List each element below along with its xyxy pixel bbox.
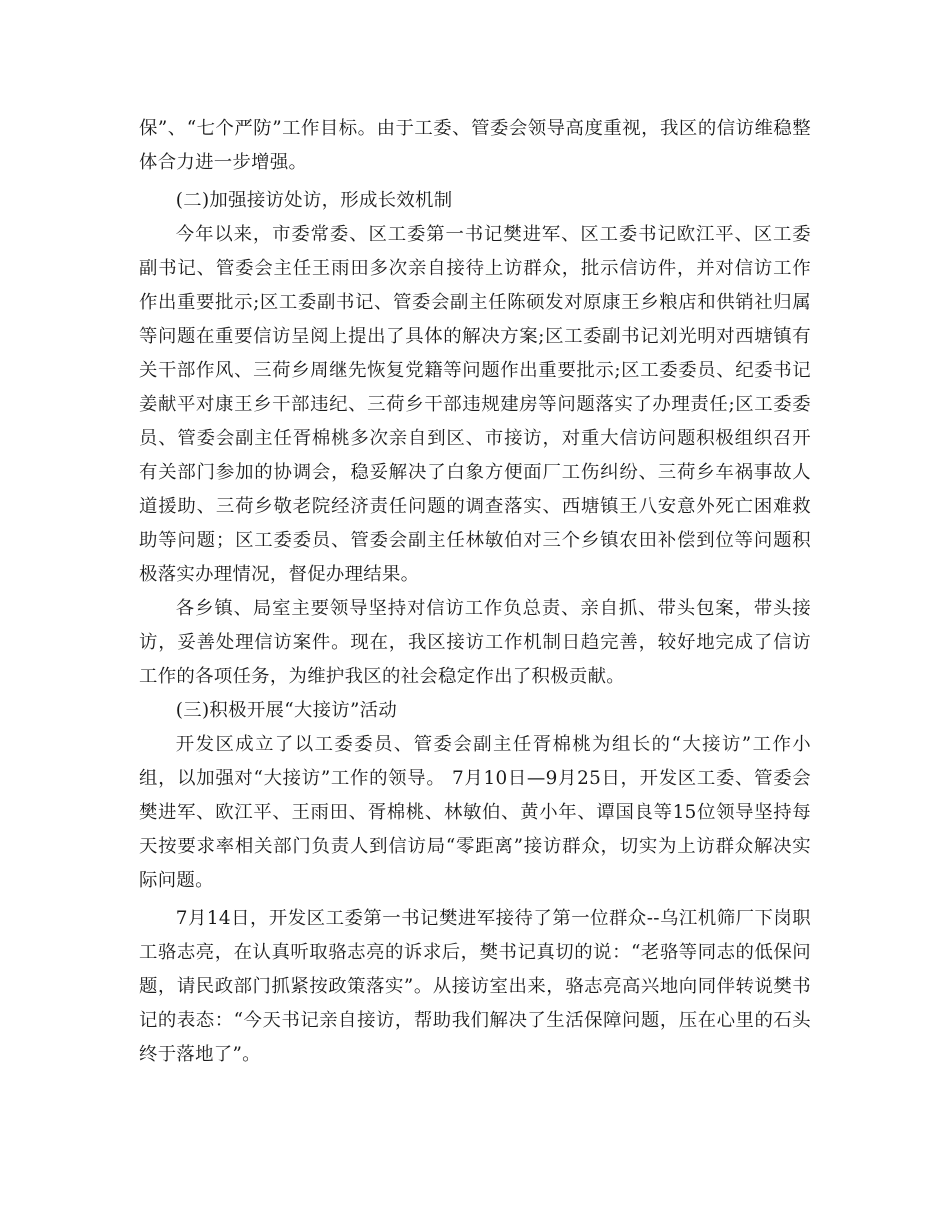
document-body xyxy=(139,112,811,1072)
paragraph-continuation: 保”、“七个严防”工作目标。由于工委、管委会领导高度重视，我区的信访维稳整体合力进一步增强。 xyxy=(139,118,811,173)
paragraph-body: 7月14日，开发区工委第一书记樊进军接待了第一位群众--乌江机筛厂下岗职工骆志亮，在认真听取骆志亮的诉求后，樊书记真切的说：“老骆等同志的低保问题，请民政部门抓紧按政策落实”。从接访室出来，骆志亮高兴地向同伴转说樊书记的表态：“今天书记亲自接访，帮助我们解决了生活保障问题，压在心里的石头终于落地了”。 xyxy=(139,908,811,1065)
paragraph-body: 开发区成立了以工委委员、管委会副主任胥棉桃为组长的“大接访”工作小组，以加强对“大接访”工作的领导。 7月10日—9月25日，开发区工委、管委会樊进军、欧江平、王雨田、胥棉桃、林敏伯、黄小年、谭国良等15位领导坚持每天按要求率相关部门负责人到信访局“零距离”接访群众，切实为上访群众解决实际问题。 xyxy=(139,734,811,891)
section-heading-2: (二)加强接访处访，形成长效机制 xyxy=(175,190,453,211)
paragraph-body: 今年以来，市委常委、区工委第一书记樊进军、区工委书记欧江平、区工委副书记、管委会主任王雨田多次亲自接待上访群众，批示信访件，并对信访工作作出重要批示;区工委副书记、管委会副主任陈硕发对原康王乡粮店和供销社归属等问题在重要信访呈阅上提出了具体的解决方案;区工委副书记刘光明对西塘镇有关干部作风、三荷乡周继先恢复党籍等问题作出重要批示;区工委委员、纪委书记姜献平对康王乡干部违纪、三荷乡干部违规建房等问题落实了办理责任;区工委委员、管委会副主任胥棉桃多次亲自到区、市接访，对重大信访问题积极组织召开有关部门参加的协调会，稳妥解决了白象方便面厂工伤纠纷、三荷乡车祸事故人道援助、三荷乡敬老院经济责任问题的调查落实、西塘镇王八安意外死亡困难救助等问题；区工委委员、管委会副主任林敏伯对三个乡镇农田补偿到位等问题积极落实办理情况，督促办理结果。 xyxy=(139,224,811,585)
section-heading-3: (三)积极开展“大接访”活动 xyxy=(175,700,398,721)
paragraph-body: 各乡镇、局室主要领导坚持对信访工作负总责、亲自抓、带头包案，带头接访，妥善处理信访案件。现在，我区接访工作机制日趋完善，较好地完成了信访工作的各项任务，为维护我区的社会稳定作出了积极贡献。 xyxy=(139,598,811,687)
